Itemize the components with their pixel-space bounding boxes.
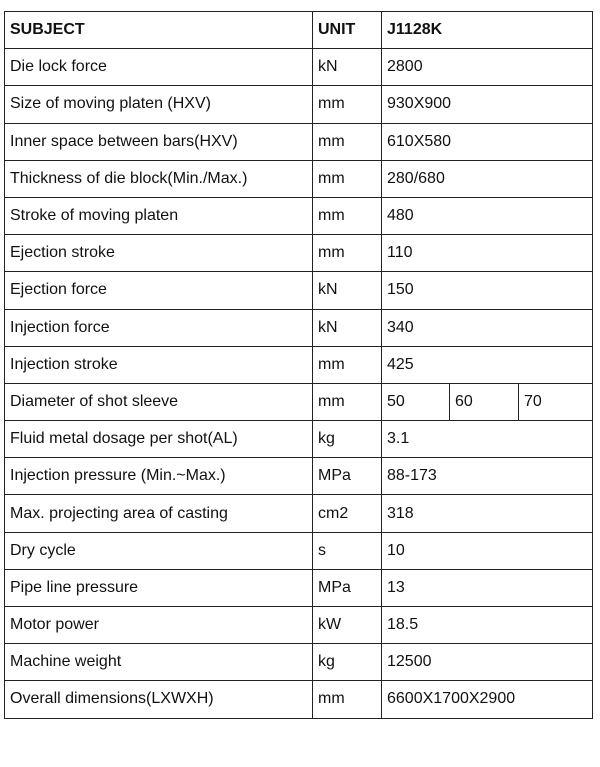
table-row [5, 495, 593, 532]
value-cell: 70 [519, 383, 593, 420]
subject-cell: Inner space between bars(HXV) [5, 123, 313, 160]
unit-cell: mm [313, 346, 382, 383]
subject-cell: Injection pressure (Min.~Max.) [5, 458, 313, 495]
subject-cell: Dry cycle [5, 532, 313, 569]
unit-cell: MPa [313, 458, 382, 495]
unit-cell: MPa [313, 569, 382, 606]
unit-cell: cm2 [313, 495, 382, 532]
subject-cell: Motor power [5, 607, 313, 644]
unit-cell: mm [313, 197, 382, 234]
table-row [5, 681, 593, 718]
unit-cell: mm [313, 235, 382, 272]
value-cell: 60 [450, 383, 519, 420]
unit-cell: mm [313, 123, 382, 160]
table-row [5, 49, 593, 86]
table-row [5, 458, 593, 495]
table-row [5, 123, 593, 160]
value-cell: 18.5 [382, 607, 593, 644]
subject-cell: Max. projecting area of casting [5, 495, 313, 532]
table-row [5, 607, 593, 644]
subject-cell: Machine weight [5, 644, 313, 681]
value-cell: 2800 [382, 49, 593, 86]
value-cell: 610X580 [382, 123, 593, 160]
subject-cell: Ejection force [5, 272, 313, 309]
unit-cell: kN [313, 309, 382, 346]
value-cell: 150 [382, 272, 593, 309]
table-row [5, 160, 593, 197]
model-header: J1128K [382, 12, 593, 49]
value-cell: 340 [382, 309, 593, 346]
table-row [5, 644, 593, 681]
subject-cell: Size of moving platen (HXV) [5, 86, 313, 123]
subject-cell: Die lock force [5, 49, 313, 86]
subject-cell: Pipe line pressure [5, 569, 313, 606]
value-cell: 10 [382, 532, 593, 569]
unit-cell: mm [313, 383, 382, 420]
unit-cell: mm [313, 86, 382, 123]
subject-cell: Overall dimensions(LXWXH) [5, 681, 313, 718]
subject-cell: Diameter of shot sleeve [5, 383, 313, 420]
subject-cell: Ejection stroke [5, 235, 313, 272]
value-cell: 6600X1700X2900 [382, 681, 593, 718]
unit-cell: s [313, 532, 382, 569]
table-row [5, 86, 593, 123]
table-row [5, 569, 593, 606]
unit-cell: kN [313, 272, 382, 309]
table-header-row [5, 12, 593, 49]
value-cell: 13 [382, 569, 593, 606]
value-cell: 3.1 [382, 421, 593, 458]
value-cell: 480 [382, 197, 593, 234]
value-cell: 88-173 [382, 458, 593, 495]
subject-cell: Stroke of moving platen [5, 197, 313, 234]
unit-cell: mm [313, 681, 382, 718]
table-row [5, 272, 593, 309]
unit-cell: kg [313, 644, 382, 681]
value-cell: 280/680 [382, 160, 593, 197]
subject-header: SUBJECT [5, 12, 313, 49]
table-row [5, 235, 593, 272]
value-cell: 930X900 [382, 86, 593, 123]
value-cell: 12500 [382, 644, 593, 681]
specification-table [4, 11, 593, 719]
value-cell: 318 [382, 495, 593, 532]
table-row [5, 197, 593, 234]
value-cell: 110 [382, 235, 593, 272]
table-row [5, 309, 593, 346]
table-row [5, 346, 593, 383]
subject-cell: Injection stroke [5, 346, 313, 383]
subject-cell: Thickness of die block(Min./Max.) [5, 160, 313, 197]
unit-header: UNIT [313, 12, 382, 49]
value-cell: 425 [382, 346, 593, 383]
unit-cell: mm [313, 160, 382, 197]
unit-cell: kN [313, 49, 382, 86]
unit-cell: kg [313, 421, 382, 458]
table-row [5, 383, 593, 420]
subject-cell: Fluid metal dosage per shot(AL) [5, 421, 313, 458]
unit-cell: kW [313, 607, 382, 644]
table-row [5, 532, 593, 569]
value-cell: 50 [382, 383, 450, 420]
table-row [5, 421, 593, 458]
subject-cell: Injection force [5, 309, 313, 346]
